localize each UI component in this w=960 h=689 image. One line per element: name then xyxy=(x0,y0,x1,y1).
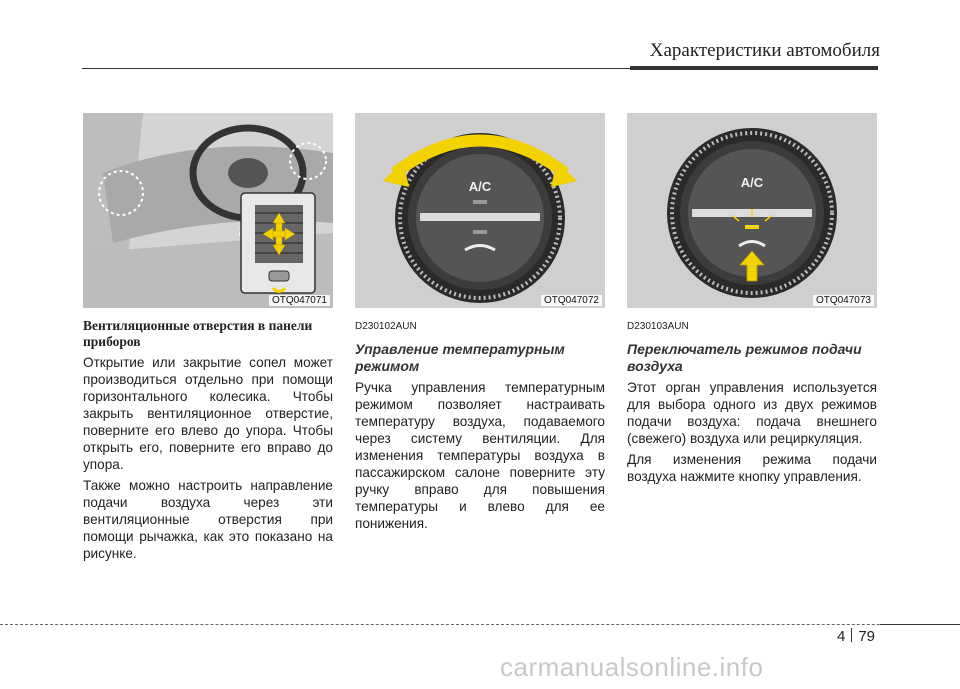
dashboard-illustration xyxy=(83,113,333,308)
paragraph: Также можно настроить направление подачи воздуха через эти вентиляционные отверстия при помощи рычажка, как это показано на рисунке. xyxy=(83,478,333,561)
section-dashboard-vents xyxy=(83,318,333,566)
dashboard-vents-figure xyxy=(83,113,333,308)
ac-label: A/C xyxy=(740,175,764,190)
paragraph: Для изменения режима подачи воздуха нажмите кнопку управления. xyxy=(627,452,877,484)
footer-rule xyxy=(0,624,960,626)
figure-code: OTQ047072 xyxy=(541,295,602,306)
section-heading: Переключатель режимов подачи воздуха xyxy=(627,341,862,374)
ac-label: A/C xyxy=(468,179,492,194)
page-number xyxy=(837,628,875,645)
section-code: D230102AUN xyxy=(355,321,417,332)
footer-rule-accent xyxy=(880,624,960,625)
temperature-knob-figure xyxy=(355,113,605,308)
figure-code: OTQ047073 xyxy=(813,295,874,306)
paragraph: Открытие или закрытие сопел может производиться отдельно при помощи горизонтального колесика. Чтобы закрыть вентиляционное отверстие, поверните его влево до упора. Чтобы открыть его, поверните его вправо до упора. xyxy=(83,355,333,472)
section-temperature-control xyxy=(355,318,605,536)
page-number-value: 79 xyxy=(858,628,875,645)
air-intake-figure xyxy=(627,113,877,308)
section-heading: Вентиляционные отверстия в панели приборов xyxy=(83,318,313,349)
chapter-title: Характеристики автомобиля xyxy=(649,40,880,61)
temperature-knob-illustration xyxy=(355,113,605,308)
figure-code: OTQ047071 xyxy=(269,295,330,306)
section-code: D230103AUN xyxy=(627,321,689,332)
section-number: 4 xyxy=(836,628,846,645)
paragraph: Этот орган управления используется для выбора одного из двух режимов подачи воздуха: подача внешнего (свежего) воздуха или рециркуляция. xyxy=(627,380,877,446)
section-air-intake xyxy=(627,318,877,489)
section-heading: Управление температурным режимом xyxy=(355,341,565,374)
header-rule-accent xyxy=(630,66,878,70)
watermark: carmanualsonline.info xyxy=(500,652,764,682)
air-intake-illustration xyxy=(627,113,877,308)
paragraph: Ручка управления температурным режимом позволяет настраивать температуру воздуха, подаваемого через систему вентиляции. Для изменения температуры воздуха в пассажирском салоне поверните эту ручку вправо для повышения температуры и влево для ее понижения. xyxy=(355,380,605,531)
